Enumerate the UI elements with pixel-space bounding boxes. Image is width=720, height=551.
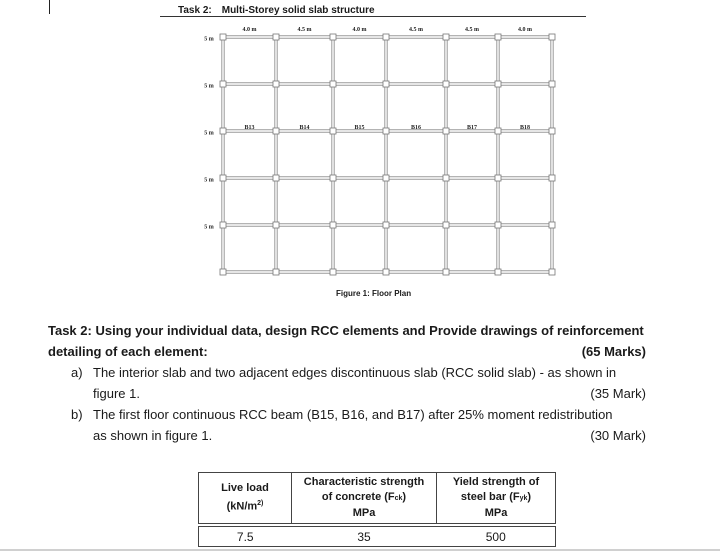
column-node [383,34,389,40]
concrete-strength-value: 35 [292,527,437,547]
column-node [383,222,389,228]
column-node [549,81,555,87]
column-node [549,175,555,181]
column-node [273,128,279,134]
column-node [330,222,336,228]
beam-label: B14 [299,125,310,131]
task-item-b-cont: as shown in figure 1. (30 Mark) [48,425,648,446]
column-node [495,175,501,181]
design-data-table [198,472,556,547]
column-node [273,34,279,40]
row-dimension-label: 5 m [204,224,214,231]
column-node [495,34,501,40]
task-total-marks: (65 Marks) [581,344,646,359]
column-node [220,81,226,87]
beam-label: B15 [354,125,365,131]
task-heading-line: detailing of each element: (65 Marks) [48,341,648,362]
beam-label: B17 [466,125,478,131]
column-node [495,81,501,87]
column-node [495,222,501,228]
column-node [443,222,449,228]
concrete-strength-header: Characteristic strength of concrete (Fck) MPa [292,473,437,524]
column-node [549,269,555,275]
column-node [273,81,279,87]
column-node [443,269,449,275]
column-node [273,175,279,181]
task-label: Task 2: [178,5,212,16]
column-node [330,128,336,134]
column-node [383,81,389,87]
column-node [443,81,449,87]
task-item-a-cont: figure 1. (35 Mark) [48,383,648,404]
task-heading-line: Task 2: Using your individual data, design RCC elements and Provide drawings of reinforcement [48,323,644,338]
task-item-b-marks: (30 Mark) [590,428,646,443]
steel-strength-header: Yield strength of steel bar (Fyk) MPa [437,473,556,524]
task-item-a: a) The interior slab and two adjacent edges discontinuous slab (RCC solid slab) - as shown in [71,365,617,380]
span-dimension-label: 4.5 m [297,27,312,33]
span-dimension-label: 4.0 m [352,27,367,33]
task-item-a-marks: (35 Mark) [590,386,646,401]
column-node [220,269,226,275]
column-node [383,269,389,275]
column-node [549,222,555,228]
column-node [273,222,279,228]
column-node [220,222,226,228]
column-node [220,175,226,181]
column-node [495,128,501,134]
beam-label: B18 [519,125,531,131]
column-node [549,128,555,134]
figure-caption: Figure 1: Floor Plan [336,289,412,298]
column-node [383,175,389,181]
row-dimension-label: 5 m [204,177,214,184]
column-node [273,269,279,275]
live-load-header: Live load ($kN/m^{2)}$ [199,473,292,524]
column-node [330,269,336,275]
column-node [220,34,226,40]
span-dimension-label: 4.5 m [409,27,423,33]
column-node [549,34,555,40]
beam-label: B16 [410,125,422,131]
beam-label: B13 [244,125,255,131]
header-title-text: Multi-Storey solid slab structure [221,5,375,16]
column-node [443,34,449,40]
task-heading [48,320,648,446]
column-node [443,128,449,134]
span-dimension-label: 4.0 m [518,27,532,33]
column-node [330,175,336,181]
span-dimension-label: 4.5 m [465,27,479,33]
column-node [443,175,449,181]
column-node [220,128,226,134]
steel-strength-value: 500 [437,527,556,547]
row-dimension-label: 5 m [204,130,214,137]
live-load-value: 7.5 [199,527,292,547]
column-node [495,269,501,275]
column-node [330,34,336,40]
column-node [330,81,336,87]
column-node [383,128,389,134]
span-dimension-label: 4.0 m [242,27,257,33]
task-item-b: b) The first floor continuous RCC beam (B15, B16, and B17) after 25% moment redistribution [71,407,613,422]
row-dimension-label: 5 m [204,36,214,43]
row-dimension-label: 5 m [204,83,214,90]
